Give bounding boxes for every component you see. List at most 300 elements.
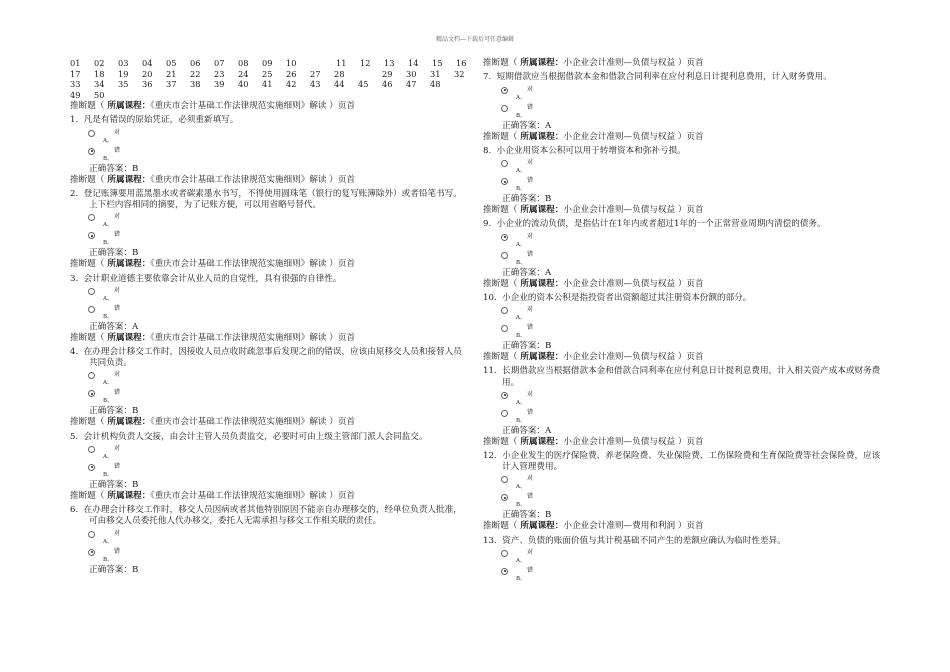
option-label: 错 bbox=[527, 493, 534, 501]
judge-label: 推断题（ bbox=[70, 417, 105, 428]
option-letter: B、 bbox=[516, 417, 526, 424]
question-number-link[interactable]: 13 bbox=[384, 58, 395, 68]
option-b[interactable] bbox=[88, 546, 462, 564]
course-name: 小企业会计准则—负债与权益 bbox=[563, 131, 676, 142]
question-number-link[interactable]: 42 bbox=[286, 79, 297, 89]
option-letter: A、 bbox=[103, 222, 113, 229]
option-letter: A、 bbox=[516, 484, 526, 491]
course-name: 《重庆市会计基础工作法律规范实施细则》解读 bbox=[150, 490, 327, 501]
option-letter: A、 bbox=[103, 295, 113, 302]
question-body: 会计职业道德主要依靠会计从业人员的自觉性，具有很强的自律性。 bbox=[83, 273, 342, 284]
answer-value: B bbox=[544, 510, 552, 521]
judge-label: 推断题（ bbox=[70, 332, 105, 343]
radio-button[interactable] bbox=[501, 476, 508, 483]
question-text bbox=[483, 293, 883, 304]
course-name: 《重庆市会计基础工作法律规范实施细则》解读 bbox=[150, 332, 327, 343]
option-letter: B、 bbox=[516, 112, 526, 119]
question-body: 登记账簿要用蓝黑墨水或者碳素墨水书写，不得使用圆珠笔（银行的复写账簿除外）或者铅笔书写。上下栏内容相同的摘要，为了记账方便，可以用省略号替代。 bbox=[83, 188, 462, 210]
option-b[interactable] bbox=[88, 387, 462, 405]
answer-value: B bbox=[131, 163, 139, 174]
left-column bbox=[70, 58, 467, 576]
option-letter: B、 bbox=[516, 333, 526, 339]
section-heading bbox=[483, 352, 883, 363]
option-label: 错 bbox=[527, 103, 534, 111]
right-column bbox=[483, 58, 883, 583]
question-number-link[interactable]: 01 bbox=[70, 58, 81, 68]
option-letter: A、 bbox=[103, 538, 113, 545]
option-a[interactable] bbox=[501, 84, 883, 102]
option-label: 对 bbox=[114, 371, 121, 379]
correct-answer bbox=[89, 322, 462, 333]
option-label: 错 bbox=[114, 304, 121, 312]
radio-button[interactable] bbox=[88, 288, 95, 295]
option-letter: A、 bbox=[516, 315, 526, 321]
judge-label: 推断题（ bbox=[483, 436, 518, 447]
question-body: 长期借款应当根据借款本金和借款合同利率在应付利息日计提利息费用，计入相关资产成本或财务费用。 bbox=[502, 366, 881, 388]
option-b[interactable] bbox=[501, 102, 883, 120]
option-letter: B、 bbox=[516, 259, 526, 266]
answer-value: A bbox=[131, 321, 139, 332]
option-letter: A、 bbox=[516, 94, 526, 101]
correct-answer bbox=[89, 480, 462, 491]
radio-button[interactable] bbox=[88, 531, 95, 538]
option-label: 对 bbox=[527, 390, 534, 398]
question-number-grid bbox=[70, 58, 467, 101]
option-b[interactable] bbox=[501, 491, 883, 509]
radio-button[interactable] bbox=[501, 105, 508, 112]
question-number: 11. bbox=[483, 366, 503, 377]
answer-prefix: 正确答案： bbox=[502, 341, 545, 351]
course-name: 小企业会计准则—负债与权益 bbox=[563, 205, 676, 215]
question-number-link[interactable]: 03 bbox=[118, 58, 129, 68]
option-label: 错 bbox=[527, 566, 534, 574]
answer-prefix: 正确答案： bbox=[502, 120, 545, 131]
question-number-link[interactable]: 31 bbox=[430, 68, 441, 79]
question-body: 小企业的资本公积是指投资者出资额超过其注册资本份额的部分。 bbox=[502, 292, 752, 303]
course-name: 《重庆市会计基础工作法律规范实施细则》解读 bbox=[150, 259, 327, 270]
course-name: 小企业会计准则—费用和利润 bbox=[563, 521, 676, 532]
radio-button[interactable] bbox=[88, 214, 95, 221]
option-letter: B、 bbox=[103, 313, 113, 320]
question-number-link[interactable]: 07 bbox=[214, 58, 225, 68]
course-label: 所属课程： bbox=[104, 101, 151, 111]
question-body: 小企业发生的医疗保险费、养老保险费、失业保险费、工伤保险费和生育保险费等社会保险费，应该计入管理费用。 bbox=[502, 451, 881, 473]
question-number-link[interactable]: 32 bbox=[454, 68, 465, 79]
page-top-link[interactable]: ）页首 bbox=[675, 436, 704, 447]
question-number-link[interactable]: 22 bbox=[190, 68, 201, 79]
course-label: 所属课程： bbox=[104, 417, 151, 428]
page-top-link[interactable]: ）页首 bbox=[326, 417, 356, 428]
course-label: 所属课程： bbox=[517, 58, 564, 68]
answer-prefix: 正确答案： bbox=[89, 321, 132, 332]
answer-value: A bbox=[544, 120, 552, 131]
question-number-link[interactable]: 19 bbox=[118, 68, 129, 79]
question-number-link[interactable]: 04 bbox=[142, 58, 153, 68]
correct-answer bbox=[502, 268, 883, 279]
question-number-link[interactable]: 35 bbox=[118, 79, 129, 89]
option-label: 对 bbox=[114, 128, 121, 136]
option-label: 对 bbox=[527, 475, 534, 483]
question-number-link[interactable]: 46 bbox=[382, 79, 393, 89]
option-a[interactable] bbox=[501, 547, 883, 565]
judge-label: 推断题（ bbox=[483, 205, 518, 215]
question-text bbox=[483, 536, 883, 547]
course-label: 所属课程： bbox=[104, 259, 151, 270]
question-number: 1. bbox=[70, 115, 84, 126]
judge-label: 推断题（ bbox=[483, 278, 518, 289]
question-body: 小企业用资本公积可以用于转增资本和弥补亏损。 bbox=[496, 145, 686, 156]
page-top-link[interactable]: ）页首 bbox=[675, 205, 704, 215]
option-a[interactable] bbox=[88, 528, 462, 546]
course-label: 所属课程： bbox=[104, 332, 151, 343]
option-letter: B、 bbox=[103, 155, 113, 162]
answer-value: A bbox=[544, 267, 552, 278]
radio-button[interactable] bbox=[88, 464, 95, 471]
question-number-link[interactable]: 05 bbox=[166, 58, 177, 68]
course-name: 《重庆市会计基础工作法律规范实施细则》解读 bbox=[150, 417, 327, 428]
question-number-link[interactable]: 02 bbox=[94, 58, 105, 68]
question-number-link[interactable]: 26 bbox=[286, 68, 297, 79]
question-text bbox=[483, 451, 883, 473]
option-label: 对 bbox=[527, 306, 534, 313]
radio-button[interactable] bbox=[501, 307, 508, 314]
correct-answer bbox=[502, 194, 883, 205]
question-number-link[interactable]: 16 bbox=[456, 58, 467, 68]
option-label: 错 bbox=[527, 250, 534, 258]
course-label: 所属课程： bbox=[517, 205, 564, 215]
option-label: 错 bbox=[114, 146, 121, 154]
question-text bbox=[70, 347, 462, 369]
section-heading bbox=[70, 417, 462, 428]
option-letter: A、 bbox=[516, 241, 526, 248]
option-label: 对 bbox=[114, 444, 121, 452]
section-heading bbox=[70, 175, 462, 186]
question-number: 8. bbox=[483, 145, 497, 156]
judge-label: 推断题（ bbox=[483, 58, 518, 68]
judge-label: 推断题（ bbox=[70, 490, 105, 501]
option-letter: B、 bbox=[516, 502, 526, 509]
option-letter: A、 bbox=[516, 399, 526, 406]
course-label: 所属课程： bbox=[517, 521, 564, 532]
option-letter: B、 bbox=[516, 186, 526, 192]
question-number-link[interactable]: 06 bbox=[190, 58, 201, 68]
question-number-link[interactable]: 40 bbox=[238, 79, 249, 89]
option-a[interactable] bbox=[88, 211, 462, 229]
question-text bbox=[483, 72, 883, 83]
page-top-link[interactable]: ）页首 bbox=[326, 259, 356, 270]
course-name: 《重庆市会计基础工作法律规范实施细则》解读 bbox=[150, 174, 327, 185]
section-heading bbox=[483, 205, 883, 216]
option-a[interactable] bbox=[88, 369, 462, 387]
question-number: 13. bbox=[483, 535, 503, 546]
option-label: 错 bbox=[527, 408, 534, 416]
question-number-link[interactable]: 27 bbox=[310, 68, 321, 79]
question-number-link[interactable]: 33 bbox=[70, 79, 81, 89]
question-body: 会计机构负责人交接，由会计主管人员负责监交，必要时可由上级主管部门派人会同监交。 bbox=[83, 431, 428, 442]
option-a[interactable] bbox=[501, 231, 883, 249]
page-top-link[interactable]: ）页首 bbox=[675, 278, 704, 289]
question-number-link[interactable]: 18 bbox=[94, 68, 105, 79]
page-top-link[interactable]: ）页首 bbox=[326, 332, 356, 343]
option-letter: A、 bbox=[516, 557, 526, 564]
judge-label: 推断题（ bbox=[483, 131, 518, 142]
judge-label: 推断题（ bbox=[483, 352, 518, 362]
radio-button[interactable] bbox=[501, 410, 508, 417]
answer-value: A bbox=[544, 425, 552, 436]
section-heading bbox=[483, 437, 883, 448]
course-label: 所属课程： bbox=[517, 352, 564, 362]
option-b[interactable] bbox=[501, 565, 883, 583]
correct-answer bbox=[502, 121, 883, 132]
question-number-link[interactable]: 12 bbox=[360, 58, 371, 68]
judge-label: 推断题（ bbox=[70, 174, 105, 185]
question-number-link[interactable]: 43 bbox=[310, 79, 321, 89]
section-heading bbox=[483, 521, 883, 532]
option-label: 错 bbox=[114, 547, 121, 555]
section-heading bbox=[483, 279, 883, 290]
question-number-link[interactable]: 45 bbox=[358, 79, 369, 89]
course-name: 小企业会计准则—负债与权益 bbox=[563, 278, 676, 289]
question-body: 在办理会计移交工作时，因接收人员点收时疏忽事后发现之前的错误，应该由原移交人员和接替人员共同负责。 bbox=[83, 347, 462, 369]
option-letter: B、 bbox=[103, 240, 113, 247]
option-a[interactable] bbox=[88, 443, 462, 461]
question-number-link[interactable]: 25 bbox=[262, 68, 273, 79]
judge-label: 推断题（ bbox=[483, 521, 518, 532]
answer-value: B bbox=[131, 248, 139, 259]
course-label: 所属课程： bbox=[517, 131, 564, 142]
question-number: 2. bbox=[70, 188, 84, 199]
question-number-link[interactable]: 34 bbox=[94, 79, 105, 89]
question-text bbox=[70, 432, 462, 443]
option-label: 错 bbox=[114, 389, 121, 397]
answer-prefix: 正确答案： bbox=[89, 564, 132, 575]
option-b[interactable] bbox=[501, 322, 883, 340]
question-number: 9. bbox=[483, 219, 497, 230]
question-text bbox=[70, 274, 462, 285]
option-letter: A、 bbox=[103, 380, 113, 387]
section-heading bbox=[483, 132, 883, 143]
course-label: 所属课程： bbox=[104, 490, 151, 501]
question-number-link[interactable]: 44 bbox=[334, 79, 345, 89]
option-b[interactable] bbox=[88, 461, 462, 479]
answer-value: B bbox=[544, 194, 552, 204]
radio-button[interactable] bbox=[501, 494, 508, 501]
answer-prefix: 正确答案： bbox=[89, 163, 132, 174]
question-number-link[interactable]: 23 bbox=[214, 68, 225, 79]
answer-value: B bbox=[131, 406, 139, 417]
page-top-link[interactable]: ）页首 bbox=[326, 490, 356, 501]
option-letter: A、 bbox=[103, 453, 113, 460]
answer-prefix: 正确答案： bbox=[502, 510, 545, 521]
page-top-link[interactable]: ）页首 bbox=[675, 58, 704, 68]
radio-button[interactable] bbox=[501, 325, 508, 332]
section-heading bbox=[70, 491, 462, 502]
option-letter: B、 bbox=[516, 575, 526, 582]
option-b[interactable] bbox=[501, 249, 883, 267]
answer-value: B bbox=[131, 564, 139, 575]
radio-button[interactable] bbox=[501, 234, 508, 241]
answer-value: B bbox=[544, 341, 552, 351]
question-number-link[interactable]: 49 bbox=[70, 89, 81, 100]
question-body: 凡是有错误的原始凭证，必须重新填写。 bbox=[83, 115, 239, 126]
correct-answer bbox=[502, 510, 883, 521]
question-body: 小企业的流动负债，是指估计在1年内或者超过1年的一个正常营业周期内清偿的债务。 bbox=[496, 219, 826, 230]
option-label: 对 bbox=[114, 529, 121, 537]
radio-button[interactable] bbox=[88, 446, 95, 453]
correct-answer bbox=[89, 164, 462, 175]
option-b[interactable] bbox=[88, 229, 462, 247]
radio-button[interactable] bbox=[88, 306, 95, 313]
option-letter: B、 bbox=[103, 556, 113, 563]
document-header: 精品文档---下载后可任意编辑 bbox=[435, 36, 515, 43]
question-text bbox=[483, 366, 883, 388]
section-heading bbox=[70, 259, 462, 270]
course-label: 所属课程： bbox=[517, 278, 564, 289]
answer-prefix: 正确答案： bbox=[502, 425, 545, 436]
question-number-link[interactable]: 36 bbox=[142, 79, 153, 89]
option-letter: A、 bbox=[516, 168, 526, 174]
option-label: 对 bbox=[114, 213, 121, 221]
answer-prefix: 正确答案： bbox=[502, 267, 545, 278]
option-a[interactable] bbox=[88, 285, 462, 303]
option-label: 错 bbox=[114, 231, 121, 239]
question-number-link[interactable]: 47 bbox=[406, 79, 417, 89]
question-body: 资产、负债的账面价值与其计税基础不同产生的差额应确认为临时性差异。 bbox=[502, 535, 786, 546]
correct-answer bbox=[89, 406, 462, 417]
question-text bbox=[483, 146, 883, 157]
radio-button[interactable] bbox=[501, 252, 508, 259]
course-name: 小企业会计准则—负债与权益 bbox=[563, 352, 676, 362]
question-number-link[interactable]: 37 bbox=[166, 79, 177, 89]
question-number: 4. bbox=[70, 347, 84, 357]
option-label: 对 bbox=[527, 232, 534, 240]
option-label: 错 bbox=[114, 462, 121, 470]
option-label: 对 bbox=[527, 548, 534, 556]
question-text bbox=[483, 219, 883, 230]
question-number-link[interactable]: 20 bbox=[142, 68, 153, 79]
section-heading bbox=[483, 58, 883, 69]
question-number-link[interactable]: 48 bbox=[430, 79, 441, 89]
question-text bbox=[70, 115, 462, 126]
question-number-link[interactable]: 24 bbox=[238, 68, 249, 79]
option-label: 对 bbox=[114, 286, 121, 294]
radio-button[interactable] bbox=[88, 390, 95, 397]
question-number-link[interactable]: 39 bbox=[214, 79, 225, 89]
question-number: 3. bbox=[70, 273, 84, 284]
radio-button[interactable] bbox=[88, 130, 95, 137]
course-name: 小企业会计准则—负债与权益 bbox=[563, 436, 676, 447]
option-label: 对 bbox=[527, 159, 534, 166]
question-number-link[interactable]: 38 bbox=[190, 79, 201, 89]
answer-prefix: 正确答案： bbox=[89, 406, 132, 417]
radio-button[interactable] bbox=[501, 550, 508, 557]
option-a[interactable] bbox=[501, 157, 883, 175]
option-b[interactable] bbox=[501, 407, 883, 425]
question-number: 7. bbox=[483, 72, 497, 83]
page-top-link[interactable]: ）页首 bbox=[326, 174, 356, 185]
left-question-list bbox=[70, 101, 462, 576]
option-a[interactable] bbox=[501, 304, 883, 322]
option-letter: B、 bbox=[103, 471, 113, 478]
radio-button[interactable] bbox=[501, 568, 508, 575]
question-number: 5. bbox=[70, 431, 84, 442]
course-name: 小企业会计准则—负债与权益 bbox=[563, 58, 676, 68]
question-number-link[interactable]: 10 bbox=[286, 58, 297, 68]
option-b[interactable] bbox=[501, 175, 883, 193]
section-heading bbox=[70, 333, 462, 344]
answer-value: B bbox=[131, 479, 139, 490]
question-number-link[interactable]: 29 bbox=[382, 68, 393, 79]
question-number-link[interactable]: 15 bbox=[432, 58, 443, 68]
question-number-link[interactable]: 09 bbox=[262, 58, 273, 68]
judge-label: 推断题（ bbox=[70, 259, 105, 270]
answer-prefix: 正确答案： bbox=[502, 194, 545, 204]
radio-button[interactable] bbox=[501, 87, 508, 94]
question-body: 短期借款应当根据借款本金和借款合同利率在应付利息日计提利息费用，计入财务费用。 bbox=[496, 72, 832, 83]
radio-button[interactable] bbox=[88, 232, 95, 239]
course-label: 所属课程： bbox=[517, 436, 564, 447]
question-body: 在办理会计移交工作时，移交人员因病或者其他特别原因不能亲自办理移交的，经单位负责人批准，可由移交人员委托他人代办移交，委托人无需承担与移交工作相关联的责任。 bbox=[83, 505, 462, 527]
question-text bbox=[70, 189, 462, 211]
question-number-link[interactable]: 11 bbox=[336, 58, 347, 68]
option-a[interactable] bbox=[501, 473, 883, 491]
answer-prefix: 正确答案： bbox=[89, 479, 132, 490]
answer-prefix: 正确答案： bbox=[89, 248, 132, 259]
correct-answer bbox=[89, 565, 462, 576]
question-number-link[interactable]: 08 bbox=[238, 58, 249, 68]
question-number: 12. bbox=[483, 451, 503, 461]
page-top-link[interactable]: ）页首 bbox=[326, 101, 356, 111]
section-heading bbox=[70, 101, 462, 112]
course-name: 《重庆市会计基础工作法律规范实施细则》解读 bbox=[150, 101, 327, 111]
question-number-link[interactable]: 21 bbox=[166, 68, 177, 79]
question-number-link[interactable]: 30 bbox=[406, 68, 417, 79]
question-text bbox=[70, 505, 462, 527]
option-letter: B、 bbox=[103, 398, 113, 405]
page-top-link[interactable]: ）页首 bbox=[675, 131, 704, 142]
option-label: 错 bbox=[527, 177, 534, 184]
judge-label: 推断题（ bbox=[70, 101, 105, 111]
option-b[interactable] bbox=[88, 303, 462, 321]
radio-button[interactable] bbox=[88, 549, 95, 556]
radio-button[interactable] bbox=[88, 372, 95, 379]
question-number: 6. bbox=[70, 505, 84, 516]
right-question-list bbox=[483, 58, 883, 583]
option-a[interactable] bbox=[501, 389, 883, 407]
radio-button[interactable] bbox=[501, 178, 508, 185]
radio-button[interactable] bbox=[88, 148, 95, 155]
question-number: 10. bbox=[483, 292, 503, 303]
correct-answer bbox=[89, 248, 462, 259]
page-top-link[interactable]: ）页首 bbox=[675, 521, 704, 532]
option-label: 错 bbox=[527, 324, 534, 331]
page-top-link[interactable]: ）页首 bbox=[675, 352, 704, 362]
option-a[interactable] bbox=[88, 127, 462, 145]
correct-answer bbox=[502, 426, 883, 437]
question-number-link[interactable]: 50 bbox=[94, 89, 105, 100]
question-number-link[interactable]: 17 bbox=[70, 68, 81, 79]
radio-button[interactable] bbox=[501, 160, 508, 167]
course-label: 所属课程： bbox=[104, 174, 151, 185]
correct-answer bbox=[502, 341, 883, 352]
option-letter: A、 bbox=[103, 137, 113, 144]
option-b[interactable] bbox=[88, 145, 462, 163]
option-label: 对 bbox=[527, 85, 534, 93]
question-number-link[interactable]: 28 bbox=[334, 68, 345, 79]
radio-button[interactable] bbox=[501, 392, 508, 399]
question-number-link[interactable]: 41 bbox=[262, 79, 273, 89]
question-number-link[interactable]: 14 bbox=[408, 58, 419, 68]
